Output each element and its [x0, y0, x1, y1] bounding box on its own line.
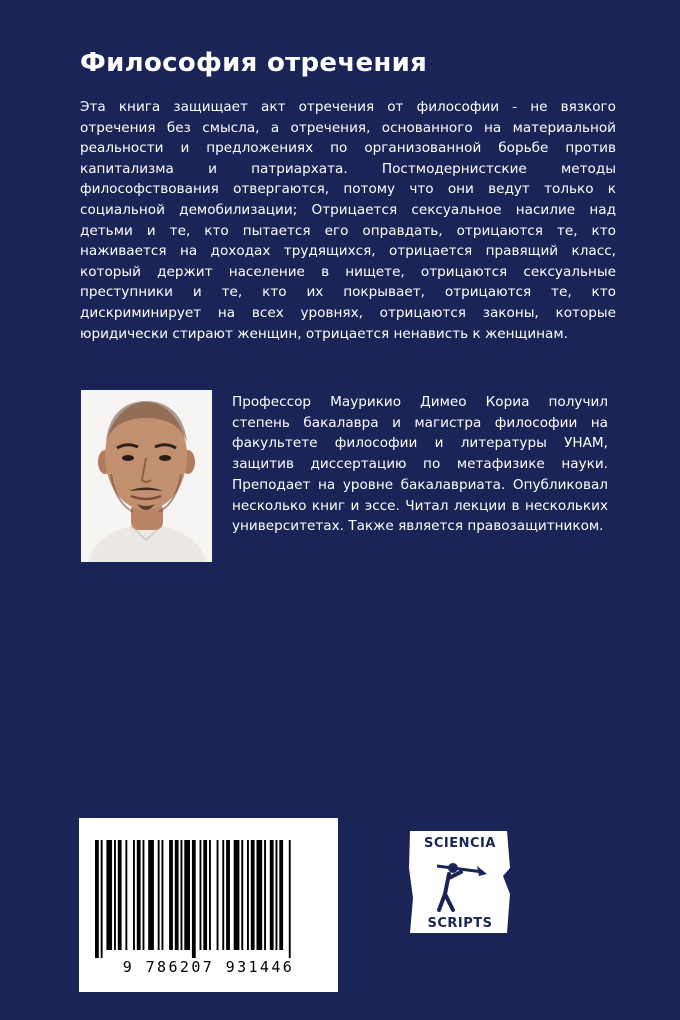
author-bio: Профессор Маурикио Димео Кориа получил степень бакалавра и магистра философии на факультете философии и литературы УНАМ, защитив диссертацию по метафизике науки. Преподает на уровне бакалавриата. Опубликовал несколько книг и эссе. Читал лекции в нескольких университетах. Также является правозащитником.	[232, 394, 608, 535]
isbn-barcode	[79, 818, 338, 992]
isbn-number: 9 786207 931446	[122, 958, 295, 976]
author-photo	[81, 390, 212, 562]
book-description: Эта книга защищает акт отречения от философии - не вязкого отречения без смысла, а отречения, основанного на материальной реальности и предложениях по организованной борьбе против капитализма и патриархата. Постмодернистские методы философствования отвергаются, потому что они ведут только к социальной демобилизации; Отрицается сексуальное насилие над детьми и те, кто пытается его оправдать, отрицаются те, кто наживается на доходах трудящихся, отрицается правящий класс, который держит население в нищете, отрицаются сексуальные преступники и те, кто их покрывает, отрицаются те, кто дискриминирует на всех уровнях, отрицаются законы, которые юридически стирают женщин, отрицается ненависть к женщинам.	[80, 99, 616, 342]
publisher-logo	[407, 828, 513, 936]
book-title: Философия отречения	[80, 48, 428, 78]
svg-text:SCIENCIA: SCIENCIA	[424, 836, 496, 851]
svg-text:SCRIPTS: SCRIPTS	[427, 916, 493, 931]
